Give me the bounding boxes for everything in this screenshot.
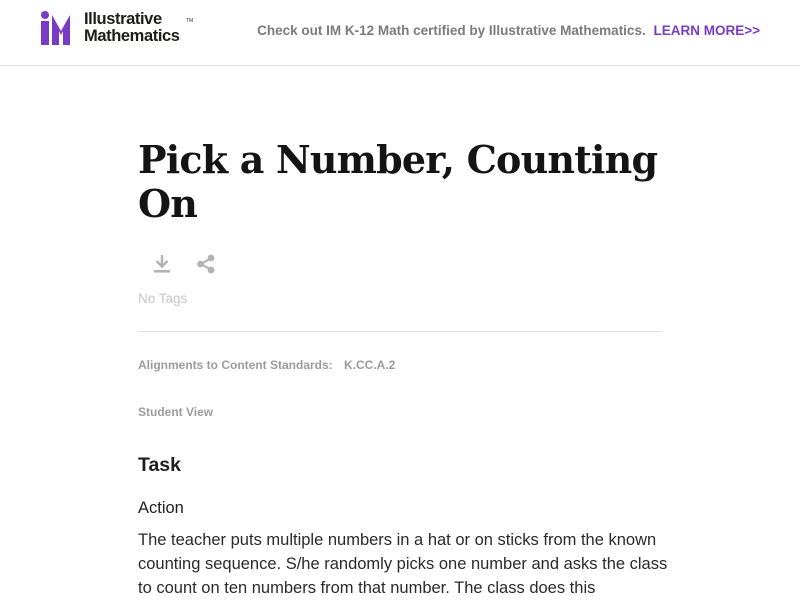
task-body-text: The teacher puts multiple numbers in a hat or on sticks from the known counting sequence. S/he randomly picks one number and asks the class to count on ten numbers from that number. The class does this [138,531,668,597]
download-icon[interactable] [152,253,172,275]
site-logo[interactable] [41,11,180,47]
subsection-heading-action: Action [138,499,184,517]
logo-line2: Mathematics [84,27,180,45]
standard-link-kcca2[interactable]: K.CC.A.2 [344,358,396,372]
page-title: Pick a Number, Counting On [138,137,658,226]
tags-label: No Tags [138,291,188,306]
section-heading-task: Task [138,454,181,476]
site-header [0,0,800,66]
logo-wordmark [84,11,180,45]
alignments-row [138,358,395,372]
promo-text: Check out IM K-12 Math certified by Illustrative Mathematics. [257,23,646,38]
student-view-link[interactable]: Student View [138,405,214,419]
promo-banner [257,23,760,38]
logo-trademark: TM [186,18,194,24]
logo-line1: Illustrative [84,10,162,28]
task-actions [152,253,216,275]
divider [138,331,662,332]
im-logo-mark-icon [41,11,81,45]
learn-more-link[interactable]: LEARN MORE>> [653,23,760,38]
alignments-label: Alignments to Content Standards: [138,358,333,372]
share-icon[interactable] [196,253,216,275]
